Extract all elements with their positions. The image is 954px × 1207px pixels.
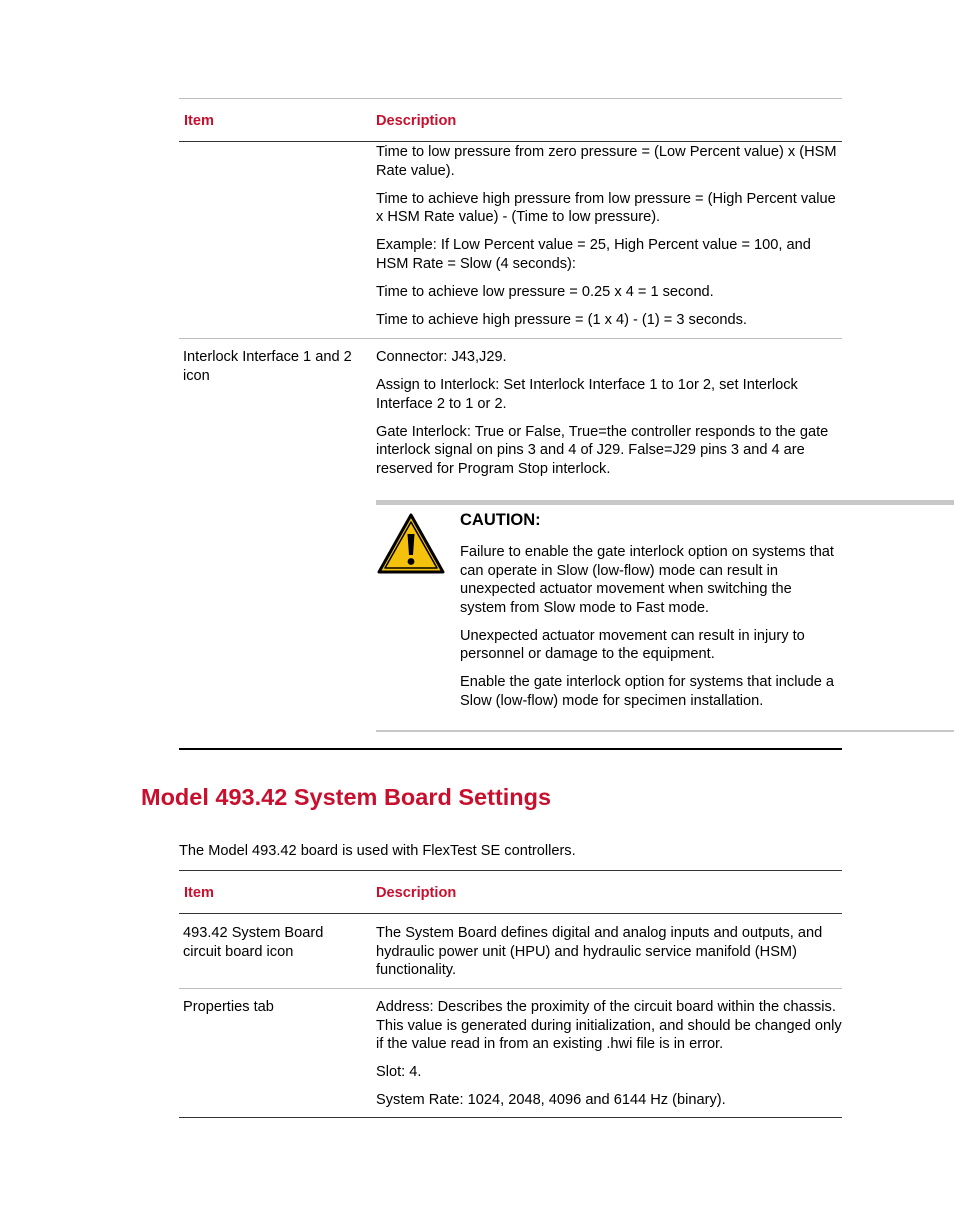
- table2-top-rule: [179, 870, 842, 871]
- table1-row2-item: Interlock Interface 1 and 2 icon: [183, 349, 352, 384]
- table1-header-description: Description: [376, 113, 457, 129]
- table-row-paragraph: Time to low pressure from zero pressure = (Low Percent value) x (HSM Rate value).: [376, 144, 837, 179]
- table2-header-item: Item: [184, 885, 215, 901]
- table-row-paragraph: Connector: J43,J29.: [376, 349, 507, 365]
- table2-row2-item: Properties tab: [183, 999, 274, 1015]
- caution-title: CAUTION:: [460, 511, 541, 529]
- table2-header-description: Description: [376, 885, 457, 901]
- table2-bottom-rule: [179, 1117, 842, 1118]
- table1-bottom-rule: [179, 748, 842, 750]
- section-heading: Model 493.42 System Board Settings: [141, 784, 552, 810]
- table1-header-rule: [179, 141, 842, 142]
- caution-bottom-bar: [376, 730, 954, 732]
- table-row-paragraph: System Rate: 1024, 2048, 4096 and 6144 Hz (binary).: [376, 1092, 726, 1108]
- table1-row2-description: [376, 348, 842, 488]
- table1-row1-description: [376, 143, 842, 339]
- table2-row-divider: [179, 988, 842, 989]
- table-row-paragraph: Address: Describes the proximity of the circuit board within the chassis. This value is generated during initialization, and should be changed only if the value read in from an existing .hwi file is in error.: [376, 999, 842, 1052]
- table1-header-item: Item: [184, 113, 215, 129]
- section-intro: The Model 493.42 board is used with FlexTest SE controllers.: [179, 843, 576, 859]
- table-row-paragraph: Time to achieve low pressure = 0.25 x 4 = 1 second.: [376, 283, 714, 300]
- table-row-paragraph: Time to achieve high pressure = (1 x 4) - (1) = 3 seconds.: [376, 311, 747, 328]
- caution-paragraph: Enable the gate interlock option for systems that include a Slow (low-flow) mode for specimen installation.: [460, 674, 834, 709]
- caution-top-bar: [376, 500, 954, 505]
- table-row-paragraph: Example: If Low Percent value = 25, High Percent value = 100, and HSM Rate = Slow (4 seconds):: [376, 237, 811, 272]
- table-row-paragraph: The System Board defines digital and analog inputs and outputs, and hydraulic power unit (HPU) and hydraulic service manifold (HSM) functionality.: [376, 925, 823, 978]
- table-row-paragraph: Gate Interlock: True or False, True=the controller responds to the gate interlock signal on pins 3 and 4 of J29. False=J29 pins 3 and 4 are reserved for Program Stop interlock.: [376, 423, 829, 477]
- warning-triangle-icon: [376, 512, 446, 576]
- table2-row1-item: 493.42 System Board circuit board icon: [183, 925, 324, 960]
- table1-top-rule: [179, 98, 842, 99]
- table2-row2-description: [376, 998, 842, 1119]
- caution-body: [460, 543, 842, 720]
- table-row-paragraph: Slot: 4.: [376, 1064, 422, 1080]
- caution-paragraph: Unexpected actuator movement can result in injury to personnel or damage to the equipment.: [460, 627, 805, 662]
- caution-paragraph: Failure to enable the gate interlock option on systems that can operate in Slow (low-flow) mode can result in unexpected actuator movement when switching the system from Slow mode to Fast mode.: [460, 544, 834, 616]
- table2-row1-description: [376, 924, 842, 989]
- table1-row-divider: [179, 338, 842, 339]
- table2-header-rule: [179, 913, 842, 914]
- table-row-paragraph: Assign to Interlock: Set Interlock Interface 1 to 1or 2, set Interlock Interface 2 to 1 or 2.: [376, 377, 798, 412]
- table-row-paragraph: Time to achieve high pressure from low pressure = (High Percent value x HSM Rate value) - (Time to low pressure).: [376, 190, 836, 225]
